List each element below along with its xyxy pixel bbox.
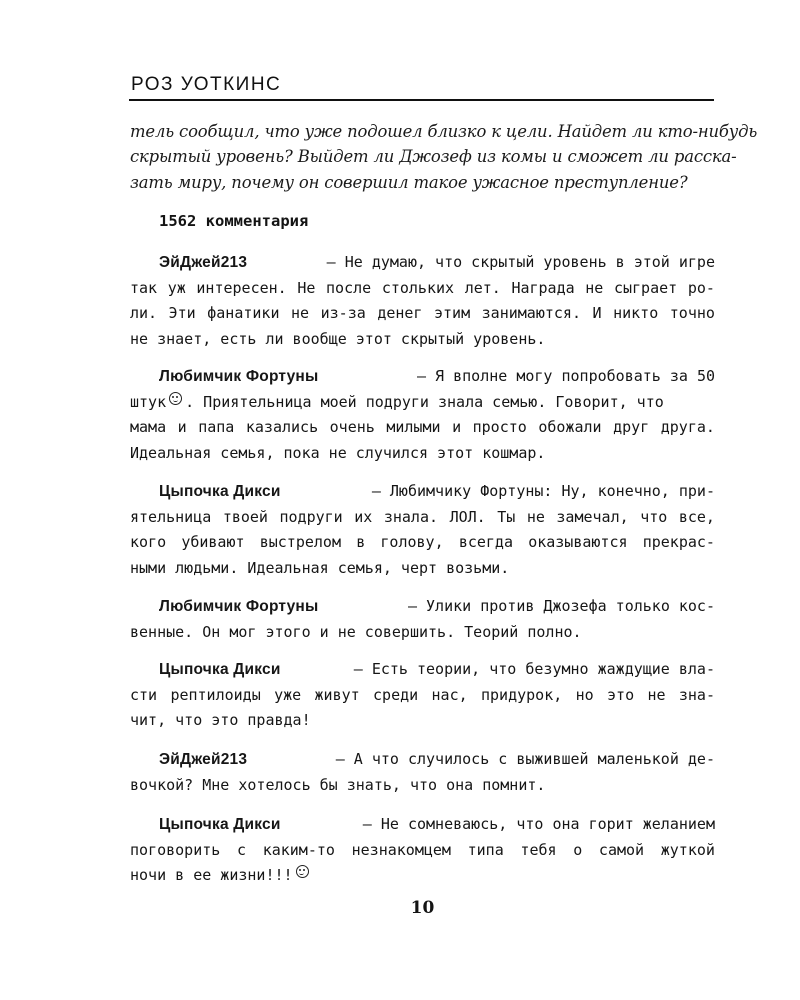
comment-text: ными людьми. Идеальная семья, черт возьми.: [130, 558, 510, 577]
comment-text: . Приятельница моей подруги знала семью. Говорит, что: [185, 392, 664, 411]
word: друг: [613, 418, 650, 437]
comment: [130, 364, 715, 466]
comment-first-line: [130, 479, 715, 505]
word: занимаются.: [481, 304, 581, 323]
word: но: [575, 685, 594, 704]
word: живут: [314, 685, 360, 704]
word: сыграет: [613, 278, 678, 297]
word: все,: [678, 507, 715, 526]
intro-line: скрытый уровень? Выйдет ли Джозеф из комы и сможет ли расска-: [130, 147, 737, 167]
comment-author: Цыпочка Дикси: [159, 661, 281, 678]
word: среди: [373, 685, 419, 704]
comments-count: 1562 комментария: [159, 212, 309, 230]
comment-line: [130, 620, 715, 646]
comment-first-line: [130, 812, 715, 838]
word: в: [356, 533, 366, 552]
word: интересен.: [196, 278, 287, 297]
word: ЛОЛ.: [449, 507, 486, 526]
word: незнакомцем: [351, 840, 451, 859]
comment-line: [130, 505, 715, 531]
comment-text: вочкой? Мне хотелось бы знать, что она помнит.: [130, 775, 546, 794]
word: Награда: [511, 278, 575, 297]
running-head: РОЗ УОТКИНС: [131, 74, 282, 95]
comment-first-line: [130, 594, 715, 620]
word: подруги: [279, 507, 343, 526]
word: из-за: [320, 304, 366, 323]
comment: [130, 479, 715, 581]
word: самой: [598, 840, 645, 859]
word: оказываются: [528, 533, 628, 552]
comment-author: Любимчик Фортуны: [159, 598, 319, 615]
word: сти: [130, 685, 158, 704]
comment-line: [130, 301, 715, 327]
comment-text: — Есть теории, что безумно жаждущие вла-: [344, 660, 715, 678]
word: так: [130, 278, 158, 297]
word: денег: [377, 304, 423, 323]
word: просто: [472, 418, 527, 437]
comment-line: [130, 863, 715, 889]
header-rule: [129, 99, 714, 101]
word: казались: [245, 418, 319, 437]
comment-line: [130, 683, 715, 709]
comment-author: ЭйДжей213: [159, 751, 248, 768]
comment: [130, 747, 715, 798]
word: придурок,: [481, 685, 563, 704]
word: их: [354, 507, 373, 526]
intro-paragraph: [130, 119, 758, 195]
word: ятельница: [130, 507, 212, 526]
word: типа: [467, 840, 504, 859]
word: точно: [669, 304, 715, 323]
word: с: [236, 840, 247, 859]
word: не: [585, 278, 604, 297]
word: каким-то: [262, 840, 335, 859]
word: мама: [130, 418, 167, 437]
word: Эти: [168, 304, 196, 323]
word: никто: [613, 304, 659, 323]
word: голову,: [380, 533, 444, 552]
word: это: [607, 685, 635, 704]
comment-author: ЭйДжей213: [159, 254, 248, 271]
word: друга.: [660, 418, 715, 437]
word: милыми: [386, 418, 441, 437]
comment-line: [130, 530, 715, 556]
word: уже: [274, 685, 302, 704]
comment-line: [130, 556, 715, 582]
comment-line: [130, 708, 715, 734]
comment-text: ночи в ее жизни!!!: [130, 866, 293, 885]
word: уж: [167, 278, 186, 297]
comment-text: штук: [130, 392, 167, 411]
comment-text: не знает, есть ли вообще этот скрытый уровень.: [130, 329, 546, 348]
word: фанатики: [207, 304, 280, 323]
comment-text: — Улики против Джозефа только кос-: [398, 597, 715, 615]
word: замечал,: [556, 507, 629, 526]
word: выстрелом: [259, 533, 341, 552]
comment-text: — Не сомневаюсь, что она горит желанием: [353, 815, 715, 833]
comment-first-line: [130, 747, 715, 773]
word: твоей: [222, 507, 268, 526]
word: после: [326, 278, 372, 297]
intro-line: тель сообщил, что уже подошел близко к цели. Найдет ли кто-нибудь: [130, 122, 758, 141]
comment-text: — Я вполне могу попробовать за 50: [407, 367, 715, 385]
smiley-face-icon: [169, 392, 182, 405]
word: и: [452, 418, 462, 437]
comment-first-line: [130, 364, 715, 390]
comment-line: [130, 441, 715, 467]
word: и: [177, 418, 187, 437]
comment-first-line: [130, 250, 715, 276]
comment-first-line: [130, 657, 715, 683]
word: о: [573, 840, 583, 859]
word: этим: [434, 304, 471, 323]
word: рептилоиды: [170, 685, 261, 704]
word: не: [291, 304, 310, 323]
comment-text: — Любимчику Фортуны: Ну, конечно, при-: [362, 482, 715, 500]
comment-line: [130, 276, 715, 302]
page-number: 10: [410, 898, 435, 918]
comment: [130, 657, 715, 734]
comment-line: [130, 327, 715, 353]
word: убивают: [181, 533, 245, 552]
comment-text: — А что случилось с выжившей маленькой де-: [326, 750, 715, 768]
word: И: [592, 304, 602, 323]
comment: [130, 812, 715, 889]
comment-text: чит, что это правда!: [130, 711, 311, 730]
word: что: [640, 507, 668, 526]
comment-text: Идеальная семья, пока не случился этот кошмар.: [130, 443, 546, 462]
comment-author: Цыпочка Дикси: [159, 816, 281, 833]
word: всегда: [458, 533, 513, 552]
comment-line: [130, 390, 715, 416]
comment-line: [130, 415, 715, 441]
intro-line: зать миру, почему он совершил такое ужасное преступление?: [130, 172, 688, 192]
word: ро-: [687, 278, 715, 297]
word: нас,: [431, 685, 468, 704]
word: не: [647, 685, 666, 704]
comment-text: — Не думаю, что скрытый уровень в этой игре: [317, 253, 715, 271]
smiley-face-icon: [296, 865, 309, 878]
comment: [130, 594, 715, 645]
comment-line: [130, 773, 715, 799]
word: знала.: [383, 507, 439, 526]
word: лет.: [464, 278, 501, 297]
word: очень: [329, 418, 375, 437]
word: кого: [130, 533, 167, 552]
word: Не: [297, 278, 316, 297]
word: поговорить: [130, 840, 221, 859]
comment: [130, 250, 715, 352]
comment-author: Любимчик Фортуны: [159, 368, 319, 385]
word: тебя: [520, 840, 557, 859]
word: ли.: [130, 304, 158, 323]
word: обожали: [538, 418, 602, 437]
word: Ты: [497, 507, 516, 526]
comment-text: венные. Он мог этого и не совершить. Теорий полно.: [130, 622, 582, 641]
comment-author: Цыпочка Дикси: [159, 483, 281, 500]
comment-line: [130, 838, 715, 864]
word: прекрас-: [642, 533, 715, 552]
word: зна-: [678, 685, 715, 704]
word: стольких: [381, 278, 455, 297]
word: жуткой: [660, 840, 715, 859]
word: не: [526, 507, 545, 526]
word: папа: [198, 418, 235, 437]
